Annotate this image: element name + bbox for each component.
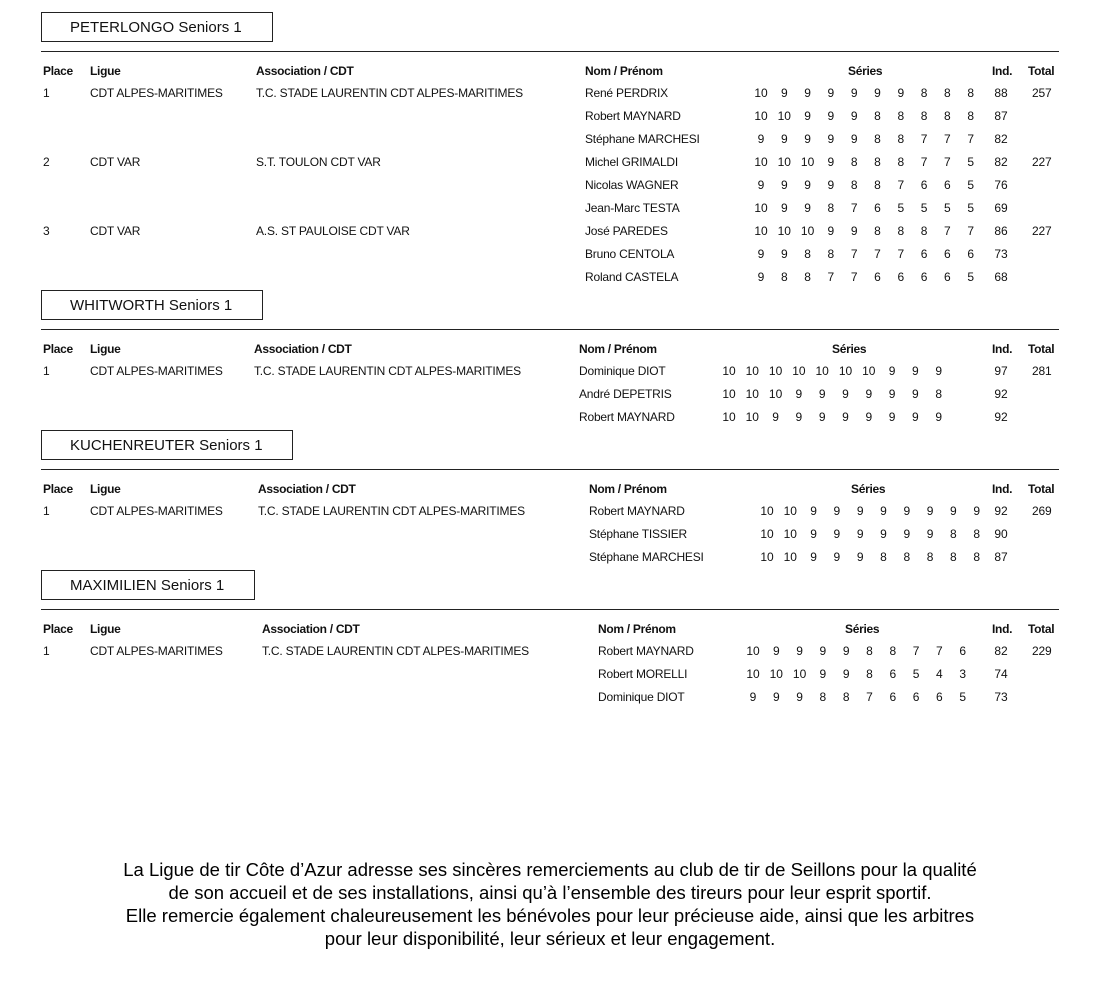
series-score: 9 xyxy=(827,132,835,146)
series-score: 9 xyxy=(804,132,811,146)
series-score: 9 xyxy=(795,387,803,401)
section-divider xyxy=(41,51,1059,52)
table-row xyxy=(0,364,1100,386)
series-score: 10 xyxy=(777,109,791,123)
ligue-header: Ligue xyxy=(90,64,121,78)
place-value: 1 xyxy=(43,504,50,518)
series-score: 8 xyxy=(850,178,858,192)
name-header: Nom / Prénom xyxy=(585,64,663,78)
series-score: 7 xyxy=(850,201,858,215)
series-score: 7 xyxy=(874,247,881,261)
series-score: 9 xyxy=(818,410,826,424)
ind-header: Ind. xyxy=(992,482,1013,496)
series-score: 10 xyxy=(783,504,797,518)
series-score: 9 xyxy=(757,247,765,261)
series-score: 7 xyxy=(897,178,905,192)
series-score: 9 xyxy=(772,644,780,658)
section-title: PETERLONGO Seniors 1 xyxy=(41,12,273,42)
series-score: 9 xyxy=(780,201,788,215)
series-score: 8 xyxy=(944,86,951,100)
closing-line: Elle remercie également chaleureusement les bénévoles pour leur précieuse aide, ainsi que les arbitres xyxy=(125,905,975,926)
table-row xyxy=(0,201,1100,223)
shooter-name: Stéphane MARCHESI xyxy=(585,132,700,146)
team-total: 281 xyxy=(1032,364,1052,378)
ligue-value: CDT ALPES-MARITIMES xyxy=(90,504,223,518)
series-score: 10 xyxy=(800,224,815,238)
individual-score: 92 xyxy=(994,504,1008,518)
series-score: 9 xyxy=(842,387,849,401)
association-value: A.S. ST PAULOISE CDT VAR xyxy=(256,224,410,238)
series-score: 9 xyxy=(903,527,911,541)
table-row xyxy=(0,410,1100,432)
series-score: 9 xyxy=(780,86,788,100)
series-score: 9 xyxy=(850,132,858,146)
total-header: Total xyxy=(1028,622,1055,636)
series-score: 9 xyxy=(804,86,811,100)
series-score: 8 xyxy=(889,644,897,658)
series-score: 10 xyxy=(768,364,783,378)
association-value: T.C. STADE LAURENTIN CDT ALPES-MARITIMES xyxy=(254,364,521,378)
team-total: 227 xyxy=(1032,155,1052,169)
series-score: 7 xyxy=(827,270,835,284)
ligue-value: CDT ALPES-MARITIMES xyxy=(90,364,223,378)
series-score: 9 xyxy=(796,644,803,658)
series-score: 9 xyxy=(903,504,911,518)
closing-message xyxy=(20,858,1080,950)
series-score: 8 xyxy=(827,201,835,215)
association-header: Association / CDT xyxy=(254,342,352,356)
series-score: 9 xyxy=(772,690,780,704)
series-score: 6 xyxy=(920,270,928,284)
series-score: 10 xyxy=(754,224,768,238)
ligue-header: Ligue xyxy=(90,622,121,636)
series-score: 9 xyxy=(950,504,957,518)
series-score: 10 xyxy=(722,364,736,378)
place-header: Place xyxy=(43,622,73,636)
section-divider xyxy=(41,609,1059,610)
shooter-name: Michel GRIMALDI xyxy=(585,155,679,169)
series-score: 7 xyxy=(920,132,928,146)
series-score: 3 xyxy=(959,667,967,681)
series-score: 9 xyxy=(780,247,788,261)
series-score: 9 xyxy=(856,527,864,541)
series-score: 9 xyxy=(865,387,873,401)
series-score: 6 xyxy=(897,270,905,284)
series-score: 8 xyxy=(780,270,788,284)
series-score: 9 xyxy=(842,667,850,681)
shooter-name: Stéphane MARCHESI xyxy=(589,550,704,564)
individual-score: 82 xyxy=(994,155,1008,169)
team-total: 229 xyxy=(1032,644,1052,658)
shooter-name: Roland CASTELA xyxy=(585,270,679,284)
table-row xyxy=(0,178,1100,200)
total-header: Total xyxy=(1028,482,1055,496)
ligue-header: Ligue xyxy=(90,342,121,356)
series-score: 10 xyxy=(792,667,807,681)
series-score: 8 xyxy=(842,690,850,704)
series-score: 8 xyxy=(874,132,881,146)
shooter-name: José PAREDES xyxy=(585,224,668,238)
series-score: 10 xyxy=(722,410,736,424)
series-score: 5 xyxy=(967,270,975,284)
series-score: 10 xyxy=(783,527,797,541)
series-score: 8 xyxy=(973,527,981,541)
series-score: 10 xyxy=(745,410,759,424)
individual-score: 88 xyxy=(994,86,1008,100)
series-score: 6 xyxy=(889,690,897,704)
series-score: 5 xyxy=(967,201,975,215)
series-score: 10 xyxy=(815,364,829,378)
series-score: 10 xyxy=(746,644,760,658)
series-score: 6 xyxy=(944,247,951,261)
series-score: 9 xyxy=(912,364,919,378)
series-score: 9 xyxy=(749,690,757,704)
series-score: 8 xyxy=(880,550,887,564)
association-value: T.C. STADE LAURENTIN CDT ALPES-MARITIMES xyxy=(258,504,525,518)
series-score: 9 xyxy=(842,410,849,424)
individual-score: 82 xyxy=(994,132,1008,146)
table-row xyxy=(0,247,1100,269)
place-value: 1 xyxy=(43,364,50,378)
name-header: Nom / Prénom xyxy=(589,482,667,496)
series-score: 8 xyxy=(897,224,905,238)
association-header: Association / CDT xyxy=(258,482,356,496)
individual-score: 87 xyxy=(994,550,1008,564)
series-score: 9 xyxy=(796,690,803,704)
series-score: 9 xyxy=(973,504,981,518)
association-value: S.T. TOULON CDT VAR xyxy=(256,155,381,169)
series-score: 8 xyxy=(804,270,811,284)
ligue-value: CDT VAR xyxy=(90,155,141,169)
section-title: WHITWORTH Seniors 1 xyxy=(41,290,263,320)
table-row xyxy=(0,387,1100,409)
series-score: 10 xyxy=(783,550,797,564)
association-header: Association / CDT xyxy=(256,64,354,78)
individual-score: 90 xyxy=(994,527,1008,541)
series-score: 9 xyxy=(795,410,803,424)
series-score: 9 xyxy=(833,527,841,541)
individual-score: 97 xyxy=(994,364,1008,378)
name-header: Nom / Prénom xyxy=(579,342,657,356)
series-score: 7 xyxy=(967,224,975,238)
total-header: Total xyxy=(1028,64,1055,78)
series-score: 8 xyxy=(950,527,957,541)
association-value: T.C. STADE LAURENTIN CDT ALPES-MARITIMES xyxy=(262,644,529,658)
individual-score: 69 xyxy=(994,201,1008,215)
individual-score: 73 xyxy=(994,247,1008,261)
series-score: 8 xyxy=(944,109,951,123)
series-score: 9 xyxy=(935,410,943,424)
series-score: 5 xyxy=(967,178,975,192)
individual-score: 76 xyxy=(994,178,1008,192)
place-value: 1 xyxy=(43,644,50,658)
series-score: 9 xyxy=(850,86,858,100)
individual-score: 86 xyxy=(994,224,1008,238)
series-score: 6 xyxy=(912,690,920,704)
series-score: 7 xyxy=(936,644,943,658)
series-score: 9 xyxy=(780,132,788,146)
series-score: 9 xyxy=(888,387,896,401)
closing-line: La Ligue de tir Côte d’Azur adresse ses sincères remerciements au club de tir de Seillons pour la qualité xyxy=(123,859,977,880)
series-score: 9 xyxy=(897,86,905,100)
series-score: 9 xyxy=(880,504,887,518)
series-score: 8 xyxy=(874,155,881,169)
series-score: 6 xyxy=(874,201,881,215)
series-score: 8 xyxy=(935,387,943,401)
series-score: 7 xyxy=(897,247,905,261)
series-score: 5 xyxy=(897,201,905,215)
series-score: 9 xyxy=(827,178,835,192)
series-score: 8 xyxy=(926,550,934,564)
individual-score: 73 xyxy=(994,690,1008,704)
series-score: 9 xyxy=(888,364,896,378)
section-divider xyxy=(41,329,1059,330)
series-score: 7 xyxy=(944,224,951,238)
series-score: 10 xyxy=(792,364,806,378)
series-score: 8 xyxy=(967,86,975,100)
series-score: 5 xyxy=(912,667,920,681)
series-score: 9 xyxy=(935,364,943,378)
series-score: 10 xyxy=(777,224,791,238)
series-score: 9 xyxy=(850,224,858,238)
series-score: 7 xyxy=(944,132,951,146)
series-score: 9 xyxy=(888,410,896,424)
team-total: 257 xyxy=(1032,86,1052,100)
name-header: Nom / Prénom xyxy=(598,622,676,636)
series-score: 10 xyxy=(745,387,759,401)
place-header: Place xyxy=(43,342,73,356)
series-score: 9 xyxy=(810,504,817,518)
shooter-name: Dominique DIOT xyxy=(598,690,685,704)
series-score: 7 xyxy=(944,155,951,169)
table-row xyxy=(0,109,1100,131)
series-score: 6 xyxy=(944,270,951,284)
series-score: 8 xyxy=(874,224,881,238)
series-score: 9 xyxy=(856,504,864,518)
series-score: 9 xyxy=(757,132,765,146)
table-row xyxy=(0,155,1100,177)
series-score: 9 xyxy=(827,86,835,100)
individual-score: 68 xyxy=(994,270,1008,284)
series-score: 9 xyxy=(874,86,881,100)
team-total: 269 xyxy=(1032,504,1052,518)
series-score: 7 xyxy=(850,247,858,261)
table-row xyxy=(0,86,1100,108)
series-header: Séries xyxy=(832,342,867,356)
series-score: 10 xyxy=(754,86,768,100)
series-score: 6 xyxy=(920,178,928,192)
closing-line: de son accueil et de ses installations, ainsi qu’à l’ensemble des tireurs pour leur esprit sportif. xyxy=(168,882,932,903)
table-row xyxy=(0,270,1100,292)
series-header: Séries xyxy=(845,622,880,636)
table-row xyxy=(0,132,1100,154)
series-score: 9 xyxy=(819,644,827,658)
series-score: 4 xyxy=(936,667,943,681)
table-row xyxy=(0,690,1100,712)
shooter-name: René PERDRIX xyxy=(585,86,668,100)
series-score: 8 xyxy=(967,109,975,123)
series-score: 9 xyxy=(810,527,817,541)
series-score: 9 xyxy=(926,527,934,541)
closing-line: pour leur disponibilité, leur sérieux et leur engagement. xyxy=(324,928,776,949)
shooter-name: Bruno CENTOLA xyxy=(585,247,675,261)
series-header: Séries xyxy=(848,64,883,78)
shooter-name: Robert MAYNARD xyxy=(598,644,694,658)
series-score: 9 xyxy=(804,178,811,192)
series-score: 9 xyxy=(833,550,841,564)
series-score: 8 xyxy=(973,550,981,564)
table-row xyxy=(0,667,1100,689)
series-score: 10 xyxy=(862,364,876,378)
series-header: Séries xyxy=(851,482,886,496)
series-score: 9 xyxy=(912,410,919,424)
series-score: 9 xyxy=(804,201,811,215)
series-score: 10 xyxy=(760,527,774,541)
series-score: 6 xyxy=(936,690,943,704)
table-row xyxy=(0,224,1100,246)
series-score: 8 xyxy=(950,550,957,564)
series-score: 9 xyxy=(818,387,826,401)
shooter-name: Robert MAYNARD xyxy=(579,410,675,424)
series-score: 7 xyxy=(850,270,858,284)
place-value: 2 xyxy=(43,155,50,169)
series-score: 10 xyxy=(769,667,783,681)
association-value: T.C. STADE LAURENTIN CDT ALPES-MARITIMES xyxy=(256,86,523,100)
series-score: 10 xyxy=(754,155,768,169)
series-score: 6 xyxy=(967,247,975,261)
series-score: 5 xyxy=(959,690,967,704)
ind-header: Ind. xyxy=(992,622,1013,636)
series-score: 9 xyxy=(772,410,779,424)
ligue-value: CDT VAR xyxy=(90,224,141,238)
series-score: 8 xyxy=(874,178,881,192)
series-score: 8 xyxy=(920,109,928,123)
series-score: 7 xyxy=(920,155,928,169)
series-score: 9 xyxy=(827,155,835,169)
shooter-name: Jean-Marc TESTA xyxy=(585,201,680,215)
series-score: 9 xyxy=(810,550,817,564)
series-score: 10 xyxy=(745,364,759,378)
series-score: 10 xyxy=(768,387,783,401)
series-score: 8 xyxy=(866,644,873,658)
ind-header: Ind. xyxy=(992,342,1013,356)
series-score: 8 xyxy=(920,224,928,238)
team-total: 227 xyxy=(1032,224,1052,238)
place-value: 3 xyxy=(43,224,50,238)
series-score: 8 xyxy=(897,155,905,169)
series-score: 9 xyxy=(833,504,841,518)
series-score: 5 xyxy=(920,201,928,215)
total-header: Total xyxy=(1028,342,1055,356)
table-row xyxy=(0,527,1100,549)
series-score: 10 xyxy=(838,364,853,378)
series-score: 9 xyxy=(780,178,788,192)
series-score: 8 xyxy=(819,690,827,704)
series-score: 10 xyxy=(754,109,768,123)
series-score: 9 xyxy=(880,527,887,541)
place-header: Place xyxy=(43,482,73,496)
series-score: 9 xyxy=(819,667,827,681)
series-score: 9 xyxy=(804,109,811,123)
series-score: 9 xyxy=(827,109,835,123)
individual-score: 74 xyxy=(994,667,1008,681)
series-score: 5 xyxy=(944,201,951,215)
series-score: 9 xyxy=(757,178,765,192)
series-score: 6 xyxy=(889,667,897,681)
series-score: 7 xyxy=(866,690,873,704)
series-score: 10 xyxy=(722,387,736,401)
table-row xyxy=(0,644,1100,666)
place-value: 1 xyxy=(43,86,50,100)
series-score: 8 xyxy=(804,247,811,261)
series-score: 8 xyxy=(920,86,928,100)
shooter-name: Stéphane TISSIER xyxy=(589,527,687,541)
shooter-name: Dominique DIOT xyxy=(579,364,666,378)
series-score: 9 xyxy=(850,109,858,123)
series-score: 5 xyxy=(967,155,975,169)
shooter-name: Robert MAYNARD xyxy=(585,109,681,123)
series-score: 10 xyxy=(760,504,774,518)
series-score: 8 xyxy=(903,550,911,564)
section-divider xyxy=(41,469,1059,470)
series-score: 7 xyxy=(912,644,920,658)
series-score: 10 xyxy=(746,667,760,681)
series-score: 9 xyxy=(842,644,850,658)
shooter-name: Robert MAYNARD xyxy=(589,504,685,518)
series-score: 10 xyxy=(800,155,815,169)
series-score: 9 xyxy=(757,270,765,284)
individual-score: 82 xyxy=(994,644,1008,658)
series-score: 10 xyxy=(760,550,774,564)
series-score: 8 xyxy=(827,247,835,261)
series-score: 8 xyxy=(897,132,905,146)
shooter-name: Nicolas WAGNER xyxy=(585,178,679,192)
individual-score: 92 xyxy=(994,387,1008,401)
series-score: 6 xyxy=(874,270,881,284)
individual-score: 92 xyxy=(994,410,1008,424)
section-title: MAXIMILIEN Seniors 1 xyxy=(41,570,255,600)
place-header: Place xyxy=(43,64,73,78)
series-score: 9 xyxy=(865,410,873,424)
shooter-name: André DEPETRIS xyxy=(579,387,672,401)
series-score: 8 xyxy=(897,109,905,123)
shooter-name: Robert MORELLI xyxy=(598,667,688,681)
series-score: 9 xyxy=(827,224,835,238)
series-score: 8 xyxy=(874,109,881,123)
series-score: 6 xyxy=(944,178,951,192)
series-score: 10 xyxy=(777,155,791,169)
series-score: 6 xyxy=(920,247,928,261)
series-score: 9 xyxy=(912,387,919,401)
ind-header: Ind. xyxy=(992,64,1013,78)
series-score: 7 xyxy=(967,132,975,146)
individual-score: 87 xyxy=(994,109,1008,123)
table-row xyxy=(0,550,1100,572)
series-score: 10 xyxy=(754,201,768,215)
section-title: KUCHENREUTER Seniors 1 xyxy=(41,430,293,460)
series-score: 6 xyxy=(959,644,967,658)
ligue-value: CDT ALPES-MARITIMES xyxy=(90,644,223,658)
ligue-value: CDT ALPES-MARITIMES xyxy=(90,86,223,100)
ligue-header: Ligue xyxy=(90,482,121,496)
association-header: Association / CDT xyxy=(262,622,360,636)
series-score: 8 xyxy=(850,155,858,169)
series-score: 9 xyxy=(856,550,864,564)
series-score: 9 xyxy=(926,504,934,518)
series-score: 8 xyxy=(866,667,873,681)
table-row xyxy=(0,504,1100,526)
